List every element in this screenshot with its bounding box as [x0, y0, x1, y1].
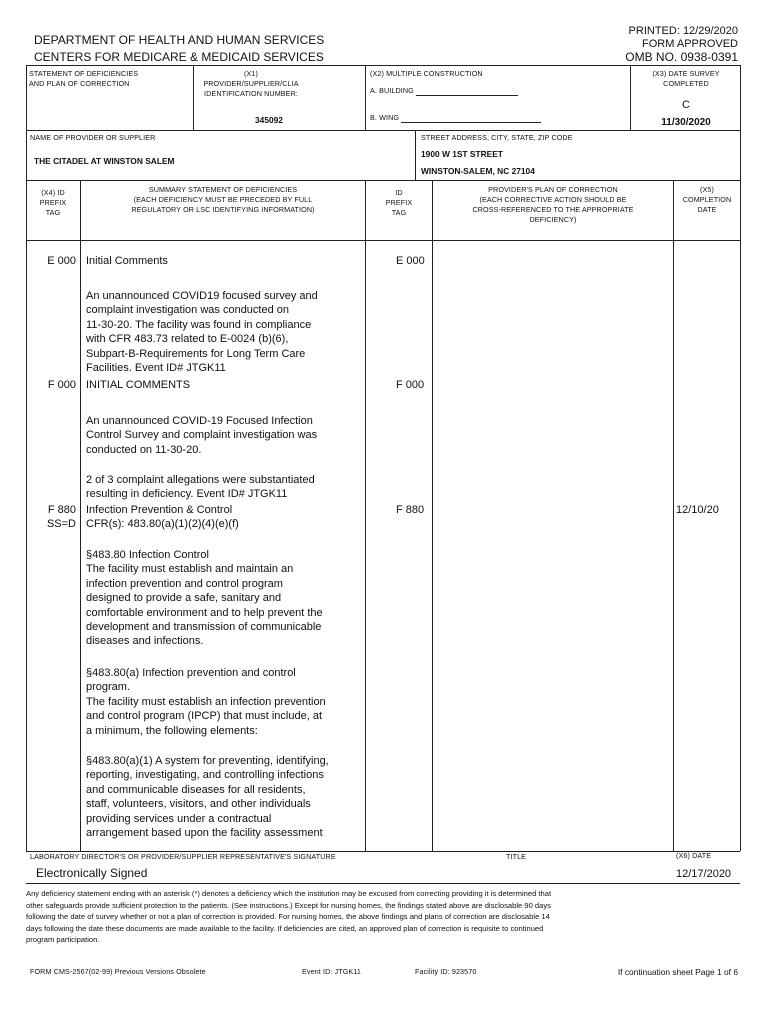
statement-label: STATEMENT OF DEFICIENCIES AND PLAN OF CORRECTION [29, 69, 139, 88]
summary-text: INITIAL COMMENTS [86, 379, 191, 391]
col-header-x5: (X5) COMPLETION DATE [682, 185, 732, 214]
department-title: DEPARTMENT OF HEALTH AND HUMAN SERVICES [34, 33, 325, 47]
divider-x1 [193, 65, 194, 130]
disclaimer-text: Any deficiency statement ending with an asterisk (*) denotes a deficiency which the institution may be excused from correcting providing it is determined that other safeguards provide sufficient protection to the patients. (See instructions.) Except for nursing homes, the findings stated above are disclosable 90 days following the date of survey whether or not a plan of correction is provided. For nursing homes, the above findings and plans of correction are disclosable 14 days following the date these documents are made available to the facility. If deficiencies are cited, an approved plan of correction is requisite to continued program participation. [26, 889, 552, 945]
id-prefix-tag: E 000 [396, 255, 425, 267]
printed-date: PRINTED: 12/29/2020 [628, 25, 738, 37]
address-label: STREET ADDRESS, CITY, STATE, ZIP CODE [421, 133, 573, 142]
frame-right-line [740, 65, 741, 851]
provider-row-line [26, 130, 740, 131]
frame-left-line [26, 65, 27, 851]
agency-title: CENTERS FOR MEDICARE & MEDICAID SERVICES [34, 50, 324, 64]
col-divider-2 [365, 180, 366, 851]
summary-text: An unannounced COVID19 focused survey and complaint investigation was conducted on 11-30-20. The facility was found in compliance with CFR 483.73 related to E-0024 (b)(6), Subpart-B-Requirements for Long Term Care Facilities. Event ID# JTGK11 [86, 290, 318, 375]
frame-top-line [26, 65, 740, 66]
summary-text: §483.80 Infection Control The facility must establish and maintain an infection prevention and control program designed to provide a safe, sanitary and comfortable environment and to help prevent the development and transmission of communicable diseases and infections. [86, 549, 323, 648]
provider-name: THE CITADEL AT WINSTON SALEM [34, 156, 175, 166]
col-divider-4 [673, 180, 674, 851]
summary-text: An unannounced COVID-19 Focused Infection Control Survey and complaint investigation was conducted on 11-30-20. [86, 415, 318, 456]
divider-x2 [365, 65, 366, 130]
x6-date-label: (X6) DATE [676, 851, 712, 860]
building-field [370, 86, 518, 96]
summary-text: §483.80(a)(1) A system for preventing, identifying, reporting, investigating, and controlling infections and communicable diseases for all residents, staff, volunteers, visitors, and other individuals providing services under a contractual arrangement based upon the facility assessment [86, 755, 329, 840]
x3-label: (X3) DATE SURVEY COMPLETED [652, 69, 720, 88]
title-label: TITLE [506, 852, 527, 861]
col-header-plan: PROVIDER'S PLAN OF CORRECTION (EACH CORRECTIVE ACTION SHOULD BE CROSS-REFERENCED TO THE APPROPRIATE DEFICIENCY) [472, 185, 634, 224]
prefix-tag: E 000 [47, 255, 76, 267]
building-line [416, 86, 518, 96]
col-divider-1 [80, 180, 81, 851]
event-id: Event ID: JTGK11 [302, 967, 361, 976]
signature-bottom-line [26, 883, 740, 884]
omb-number: OMB NO. 0938-0391 [625, 50, 738, 64]
col-divider-3 [432, 180, 433, 851]
survey-completed-date: 11/30/2020 [661, 117, 711, 128]
wing-field [370, 113, 541, 123]
address-line2: WINSTON-SALEM, NC 27104 [421, 166, 535, 176]
id-prefix-tag: F 880 [396, 504, 425, 516]
divider-address [415, 130, 416, 180]
wing-line [401, 113, 541, 123]
columns-body-line [26, 240, 740, 241]
building-label: A. BUILDING [370, 86, 414, 95]
col-header-id: ID PREFIX TAG [385, 188, 413, 217]
wing-label: B. WING [370, 113, 400, 122]
prefix-tag: F 000 [47, 379, 76, 391]
survey-code: C [682, 99, 690, 111]
signature-date: 12/17/2020 [676, 868, 732, 880]
col-header-summary: SUMMARY STATEMENT OF DEFICIENCIES (EACH DEFICIENCY MUST BE PRECEDED BY FULL REGULATORY OR LSC IDENTIFYING INFORMATION) [131, 185, 315, 214]
page-indicator: If continuation sheet Page 1 of 6 [617, 967, 738, 977]
signature-value: Electronically Signed [36, 866, 148, 880]
provider-id-number: 345092 [255, 115, 283, 125]
col-header-x4: (X4) ID PREFIX TAG [39, 188, 67, 217]
divider-x3 [630, 65, 631, 130]
prefix-tag: F 880 SS=D [46, 504, 76, 531]
x1-label: (X1) PROVIDER/SUPPLIER/CLIA IDENTIFICATION NUMBER: [203, 69, 299, 98]
summary-text: §483.80(a) Infection prevention and control program. The facility must establish an infection prevention and control program (IPCP) that must include, at a minimum, the following elements: [86, 667, 326, 737]
summary-text: Infection Prevention & Control CFR(s): 483.80(a)(1)(2)(4)(e)(f) [86, 504, 239, 531]
facility-id: Facility ID: 923570 [415, 967, 477, 976]
columns-header-line [26, 180, 740, 181]
id-prefix-tag: F 000 [396, 379, 425, 391]
signature-label: LABORATORY DIRECTOR'S OR PROVIDER/SUPPLIER REPRESENTATIVE'S SIGNATURE [30, 852, 336, 861]
completion-date: 12/10/20 [676, 504, 719, 516]
summary-text: 2 of 3 complaint allegations were substantiated resulting in deficiency. Event ID# JTGK11 [86, 474, 315, 501]
form-approved: FORM APPROVED [642, 38, 738, 50]
provider-label: NAME OF PROVIDER OR SUPPLIER [30, 133, 156, 142]
summary-text: Initial Comments [86, 255, 168, 267]
form-number: FORM CMS-2567(02-99) Previous Versions Obsolete [30, 967, 206, 976]
x2-label: (X2) MULTIPLE CONSTRUCTION [370, 69, 483, 78]
address-line1: 1900 W 1ST STREET [421, 149, 503, 159]
